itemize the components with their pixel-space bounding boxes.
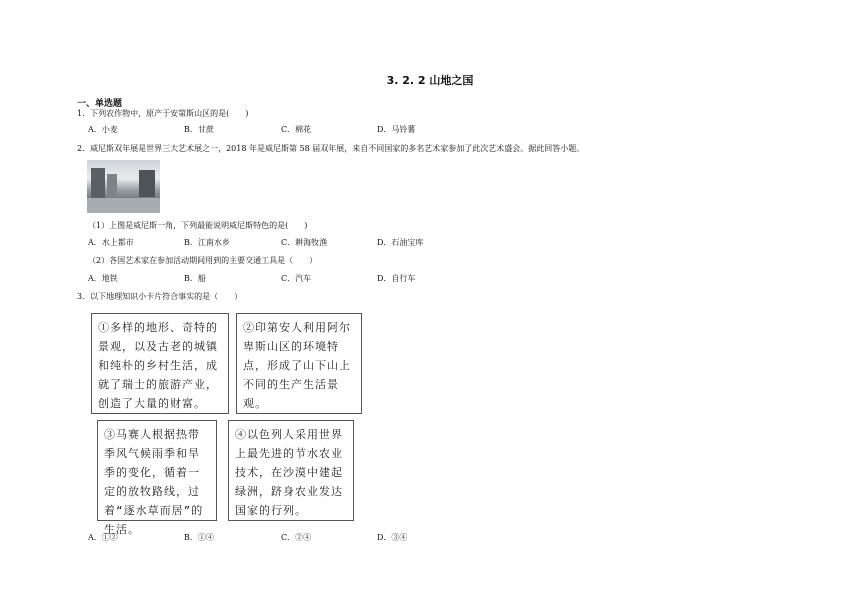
question-3-options	[88, 532, 488, 543]
option-c[interactable]: C．汽车	[281, 274, 312, 283]
card-3-text: ③马赛人根据热带季风气候雨季和旱季的变化，循着一定的放牧路线，过着“逐水草而居”的生活。	[104, 428, 204, 536]
option-a[interactable]: A．小麦	[88, 125, 118, 134]
knowledge-card-2	[236, 313, 362, 414]
option-c[interactable]: C．耕海牧渔	[281, 238, 328, 247]
option-d[interactable]: D．自行车	[377, 274, 416, 283]
option-a[interactable]: A．①②	[88, 533, 118, 542]
question-3-stem: 3．以下地理知识小卡片符合事实的是（ ）	[77, 292, 243, 301]
knowledge-card-3	[97, 420, 217, 536]
venice-photo	[87, 160, 160, 213]
question-2-1-stem: （1）上图是威尼斯一角，下列最能说明威尼斯特色的是( )	[88, 221, 308, 230]
knowledge-card-1	[91, 313, 229, 414]
option-d[interactable]: D．马铃薯	[377, 125, 416, 134]
option-a[interactable]: A．地铁	[88, 274, 118, 283]
section-heading: 一、单选题	[77, 99, 123, 109]
option-d[interactable]: D．③④	[377, 533, 408, 542]
option-b[interactable]: B．甘蔗	[184, 125, 214, 134]
option-c[interactable]: C．②④	[281, 533, 312, 542]
question-2-2-stem: （2）各国艺术家在参加活动期间用到的主要交通工具是（ ）	[88, 256, 318, 265]
question-1-options	[88, 124, 488, 135]
knowledge-card-4	[228, 420, 354, 521]
option-b[interactable]: B．①④	[184, 533, 214, 542]
card-4-text: ④以色列人采用世界上最先进的节水农业技术，在沙漠中建起绿洲，跻身农业发达国家的行列。	[235, 428, 343, 517]
option-c[interactable]: C．棉花	[281, 125, 312, 134]
option-b[interactable]: B．船	[184, 274, 206, 283]
option-a[interactable]: A．水上都市	[88, 238, 134, 247]
question-2-2-options	[88, 273, 488, 284]
option-b[interactable]: B．江南水乡	[184, 238, 230, 247]
card-1-text: ①多样的地形、奇特的景观，以及古老的城镇和纯朴的乡村生活，成就了瑞士的旅游产业，创造了大量的财富。	[98, 321, 218, 410]
question-2-1-options	[88, 237, 488, 248]
page-title: 3. 2. 2 山地之国	[386, 74, 474, 87]
question-2-stem: 2．威尼斯双年展是世界三大艺术展之一，2018 年是威尼斯第 58 届双年展，来自不同国家的多名艺术家参加了此次艺术盛会。据此回答小题。	[77, 144, 585, 153]
question-1-stem: 1．下列农作物中，原产于安第斯山区的是( )	[77, 109, 249, 118]
option-d[interactable]: D．石油宝库	[377, 238, 424, 247]
card-2-text: ②印第安人利用阿尔卑斯山区的环境特点，形成了山下山上不同的生产生活景观。	[243, 321, 351, 410]
